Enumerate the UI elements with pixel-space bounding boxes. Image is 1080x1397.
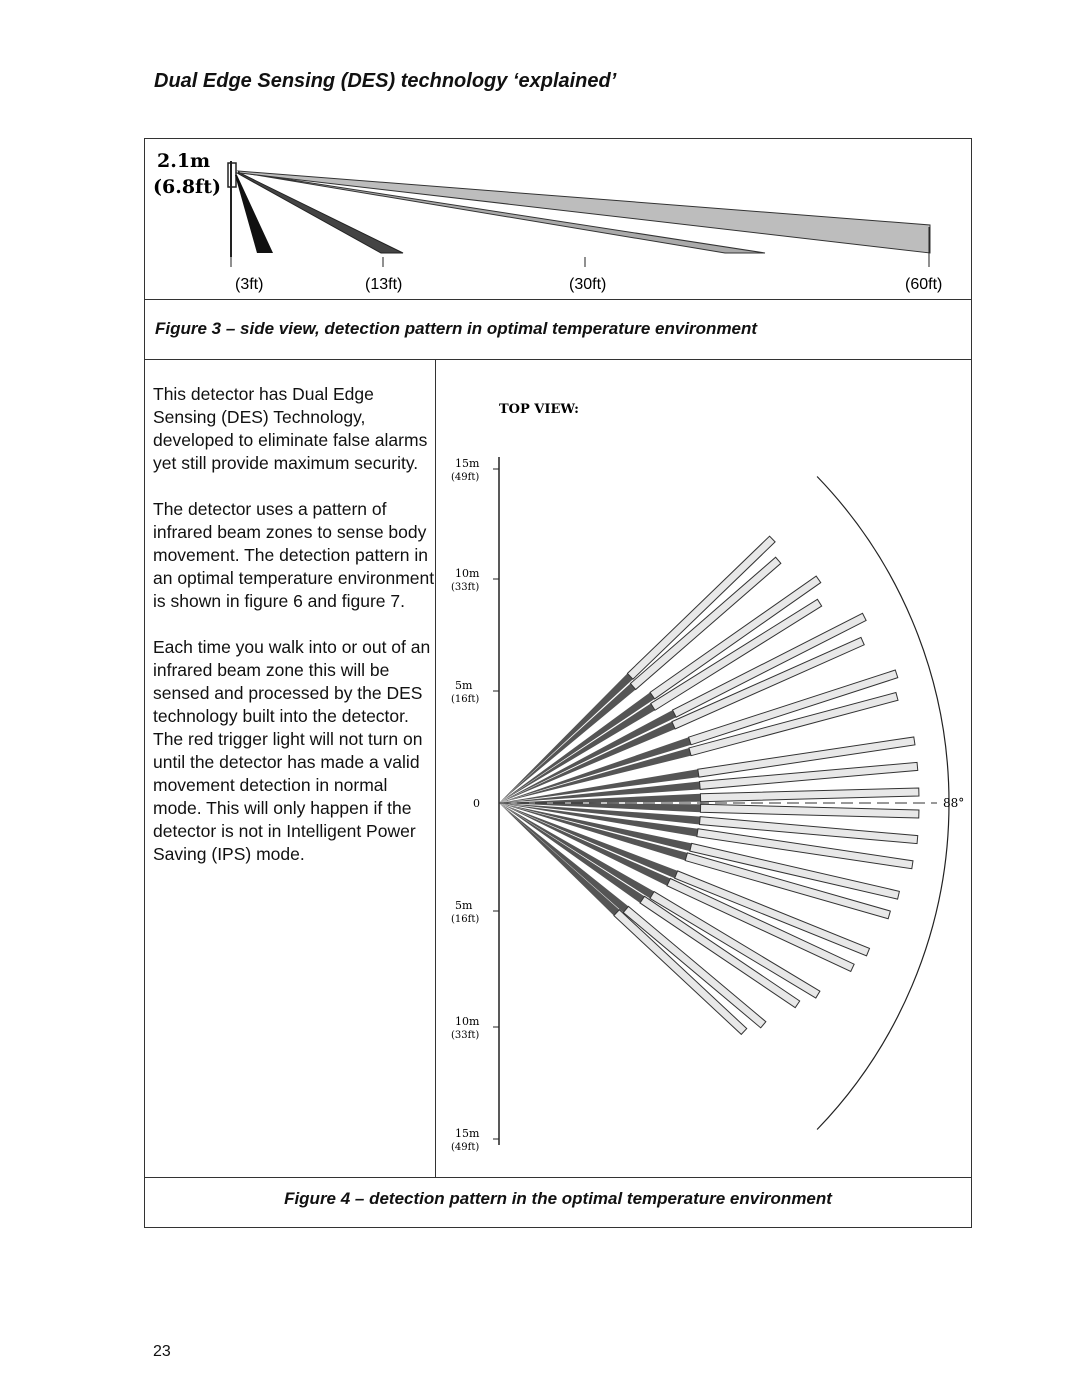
axis-label-m: 15m — [455, 1127, 480, 1140]
beam-inner — [499, 703, 655, 803]
height-m-label: 2.1m — [157, 150, 211, 172]
description-text — [153, 383, 435, 889]
axis-label-ft: (49ft) — [451, 472, 480, 483]
paragraph: Each time you walk into or out of an infrared beam zone this will be sensed and processed by the DES technology built into the detector. The red trigger light will not turn on until the detector has made a valid movement detection in normal mode. This will only happen if the detector is not in Intelligent Power Saving (IPS) mode. — [153, 637, 431, 864]
distance-label-3ft: (3ft) — [235, 276, 264, 293]
axis-label-ft: (33ft) — [451, 1030, 480, 1041]
beam-outer — [700, 804, 919, 818]
axis-label-ft: (49ft) — [451, 1142, 480, 1153]
divider — [145, 1177, 971, 1178]
axis-label-m: 5m — [455, 899, 473, 912]
top-view-title: TOP VIEW: — [499, 402, 579, 417]
figure4-caption: Figure 4 – detection pattern in the optimal temperature environment — [284, 1189, 832, 1208]
beam-60ft — [238, 171, 930, 253]
page-number: 23 — [153, 1343, 171, 1360]
height-ft-label: (6.8ft) — [153, 176, 221, 198]
axis-label-ft: (33ft) — [451, 582, 480, 593]
beam-inner — [499, 692, 655, 803]
paragraph: The detector uses a pattern of infrared beam zones to sense body movement. The detection pattern in an optimal temperature environment is shown in figure 6 and figure 7. — [153, 499, 435, 611]
axis-label-m: 5m — [455, 679, 473, 692]
beam-inner — [499, 803, 654, 898]
divider — [145, 359, 971, 360]
figure3-caption: Figure 3 – side view, detection pattern in optimal temperature environment — [155, 319, 758, 338]
axis-label-m: 0 — [473, 797, 480, 810]
axis-label-m: 10m — [455, 1015, 480, 1028]
axis-label-m: 10m — [455, 567, 480, 580]
distance-label-13ft: (13ft) — [365, 276, 403, 293]
figure-frame — [144, 138, 972, 1228]
beam-inner — [499, 673, 633, 803]
side-view-diagram — [145, 139, 971, 299]
distance-label-60ft: (60ft) — [905, 276, 943, 293]
axis-label-m: 15m — [455, 457, 480, 470]
beam-outer — [700, 788, 919, 802]
divider — [145, 299, 971, 300]
column-divider — [435, 359, 436, 1177]
distance-label-30ft: (30ft) — [569, 276, 607, 293]
axis-label-ft: (16ft) — [451, 914, 480, 925]
top-view-diagram — [437, 361, 971, 1175]
axis-label-ft: (16ft) — [451, 694, 480, 705]
paragraph: This detector has Dual Edge Sensing (DES) Technology, developed to eliminate false alarms yet still provide maximum security. — [153, 384, 428, 473]
section-heading: Dual Edge Sensing (DES) technology ‘explained’ — [154, 70, 617, 92]
angle-label: 88° — [943, 796, 965, 810]
